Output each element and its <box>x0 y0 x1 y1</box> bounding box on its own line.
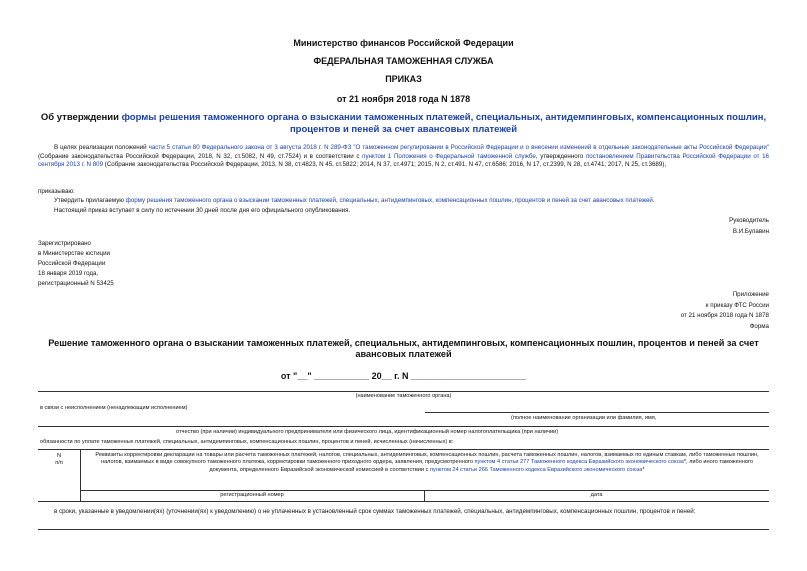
appendix-line: Форма <box>749 322 769 330</box>
fts-regulation-link[interactable]: пунктом 1 Положения о Федеральной таможенной службе <box>362 152 536 160</box>
table-col-details-header <box>92 452 762 474</box>
form-date-line: от "__" ___________ 20__ г. N _______________________ <box>280 371 527 381</box>
approve-paragraph <box>54 197 769 206</box>
patronymic-line[interactable] <box>38 426 769 427</box>
org-name-label: (полное наименование организации или фамилия, имя, <box>511 415 657 421</box>
appendix-block <box>681 290 769 332</box>
nonfulfillment-label: в связи с неисполнением (ненадлежащим исполнением) <box>40 405 188 411</box>
order-title <box>38 112 769 136</box>
customs-code-266-link[interactable]: пунктом 24 статьи 266 Таможенного кодекса Евразийского экономического союза <box>429 466 643 473</box>
registration-line: Российской Федерации <box>38 260 106 267</box>
registration-line: в Министерстве юстиции <box>38 250 111 257</box>
customs-name-line[interactable] <box>38 391 769 392</box>
order-title-link[interactable]: формы решения таможенного органа о взыскании таможенных платежей, специальных, антидемпинговых, компенсационных пошлин, процентов и пеней за счет авансовых платежей <box>121 112 767 135</box>
service-name: ФЕДЕРАЛЬНАЯ ТАМОЖЕННАЯ СЛУЖБА <box>313 56 494 66</box>
patronymic-label: отчество (при наличии) индивидуального предпринимателя или физического лица, идентификационный номер налогоплательщика (при наличии) <box>176 429 559 435</box>
registration-block <box>38 239 114 289</box>
doc-type: ПРИКАЗ <box>385 74 422 84</box>
closing-paragraph: в сроки, указанные в уведомлении(ях) (уточнении(ях) к уведомлению) о не уплаченных в установленный срок суммах таможенных платежей, специальных, антидемпинговых, компенсационных пошлин, процентов и пеней: <box>54 508 696 515</box>
registration-line: регистрационный N 53425 <box>38 280 114 287</box>
table-bottom-border <box>38 501 769 502</box>
registration-line: Зарегистрировано <box>38 240 91 247</box>
table-col-number-n: N <box>56 453 62 459</box>
table-subheader-reg-number: регистрационный номер <box>220 492 284 498</box>
preamble-text-b: (Собрание законодательства Российской Федерации, 2018, N 32, ст.5082, N 49, ст.7524) и в соответствии с <box>38 152 363 160</box>
table-col-number-pp: п/п <box>55 460 63 467</box>
government-decree-link[interactable]: постановлением Правительства Российской Федерации от 16 сентября 2013 г. N 809 <box>38 152 769 169</box>
table-subheader-date: дата <box>590 492 603 498</box>
table-col-number-header <box>38 453 80 468</box>
table-header-text-b: *, либо иного таможенного документа, определенного Евразийской экономической комиссией в соответствии с <box>209 459 753 473</box>
effective-paragraph: Настоящий приказ вступает в силу по истечении 30 дней после дня его официального опубликования. <box>54 207 351 214</box>
table-header-text-c: * <box>642 466 645 473</box>
law-289fz-link[interactable]: части 5 статьи 80 Федерального закона от 3 августа 2018 г. N 289-ФЗ "О таможенном регулировании в Российской Федерации и о внесении изменений в отдельные законодательные акты Российской Федерации" <box>148 144 769 151</box>
approve-text-b: . <box>652 197 655 204</box>
customs-code-277-link[interactable]: пунктом 4 статьи 277 Таможенного кодекса Евразийского экономического союза <box>474 459 684 466</box>
org-name-line[interactable] <box>425 412 769 413</box>
registration-line: 18 января 2019 года, <box>38 270 99 277</box>
preamble-text-a: В целях реализации положений <box>54 144 149 151</box>
closing-line[interactable] <box>38 529 769 530</box>
table-header-text-a: Реквизиты корректировки декларации на товары или расчета таможенных платежей, налогов, специальных, антидемпинговых, компенсационных пошлин, расчета таможенных пошлин, налогов, взимаемых по единым ставкам, либо таможенных пошлин, налогов, взимаемых в виде совокупного таможенного платежа, корректировки таможенного приходного ордера, заявления, предусмотренного <box>95 452 759 466</box>
approved-form-link[interactable]: форму решения таможенного органа о взыскании таможенных платежей, специальных, антидемпинговых, компенсационных пошлин, процентов и пеней за счет авансовых платежей <box>125 197 653 204</box>
appendix-line: Приложение <box>732 291 769 298</box>
order-title-prefix: Об утверждении <box>40 112 122 123</box>
preamble-paragraph-1 <box>38 144 769 170</box>
preamble-text-c: , утвержденного <box>535 152 586 160</box>
preamble-text-d: (Собрание законодательства Российской Федерации, 2013, N 38, ст.4823, N 45, ст.5822; 2014, N 37, ст.4971; 2015, N 2, ст.491, N 47, ст.6586; 2016, N 17, ст.2399, N 28, ст.4741; 2017, N 25, ст.3689), <box>103 161 667 169</box>
appendix-line: к приказу ФТС России <box>705 301 769 309</box>
signature-name: В.И.Булавин <box>732 228 769 235</box>
obligation-label: обязанности по уплате таможенных платежей, специальных, антидемпинговых, компенсационных пошлин, процентов и пеней, исчисленных (начисленных) в: <box>40 439 454 445</box>
table-top-border <box>38 449 769 450</box>
customs-name-label: (наименование таможенного органа) <box>355 393 452 399</box>
order-word: приказываю: <box>38 188 75 195</box>
signature-role: Руководитель <box>729 217 769 224</box>
form-title: Решение таможенного органа о взыскании таможенных платежей, специальных, антидемпинговых, компенсационных пошлин, процентов и пеней за счет авансовых платежей <box>48 338 759 359</box>
approve-text-a: Утвердить прилагаемую <box>54 197 126 204</box>
doc-date-number: от 21 ноября 2018 года N 1878 <box>336 94 471 104</box>
ministry-name: Министерство финансов Российской Федерации <box>293 38 514 48</box>
appendix-line: от 21 ноября 2018 года N 1878 <box>680 312 769 319</box>
